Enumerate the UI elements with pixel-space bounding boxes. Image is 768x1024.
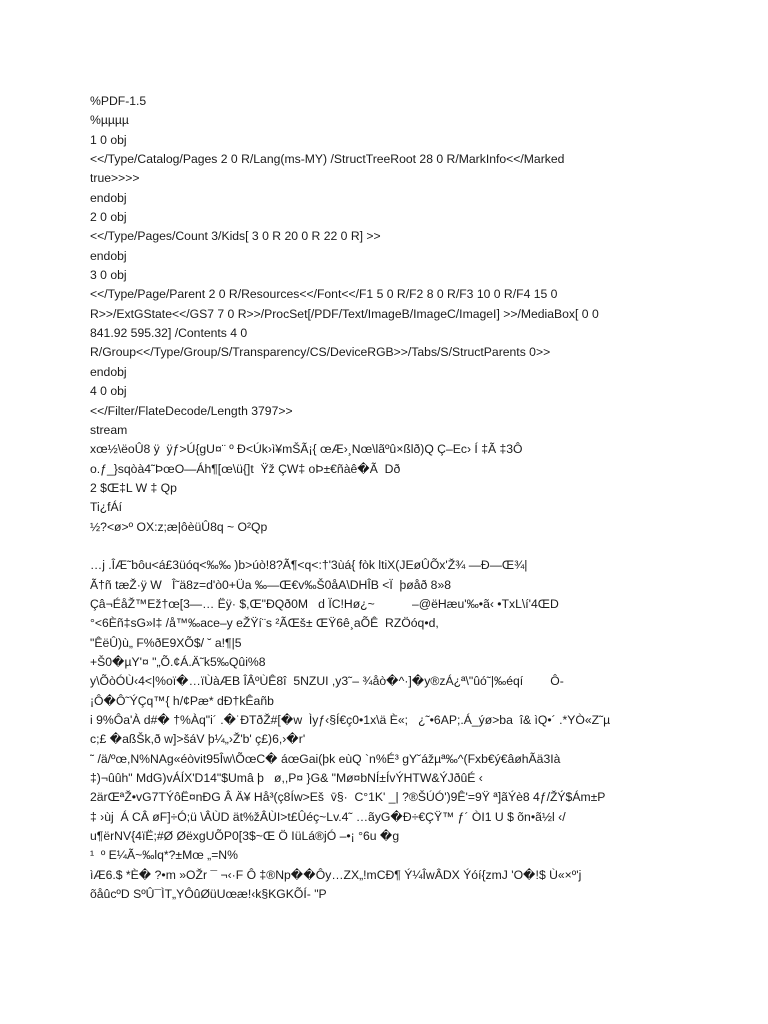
text-line: R/Group<</Type/Group/S/Transparency/CS/DeviceRGB>>/Tabs/S/StructParents 0>> xyxy=(90,345,551,360)
text-line: Ti¿fÁí xyxy=(90,500,123,515)
text-line: o.ƒ_}sqòà4˜ÞœO—Áh¶[œ\ü{]t Ÿž ÇW‡ oÞ±€ñàê�Ã Dð xyxy=(90,461,401,476)
text-line: c;£ �aßŠk,ð w]>šáV þ¼„›Ž'b' ç£)6,›�r' xyxy=(90,732,306,747)
text-line: 3 0 obj xyxy=(90,268,127,283)
text-line: …j .ÎÆ˜bôu<á£3üóq<‰‰ )b>úò!8?Ã¶<q<:†'3ùá{ fòk ltiX(JEøÛÕx'Ž¾ —Ð—Œ¾| xyxy=(90,558,528,573)
text-line: 841.92 595.32] /Contents 4 0 xyxy=(90,326,248,341)
text-line: endobj xyxy=(90,190,127,205)
text-line: ‡ ›ùj Á CÂ øF]÷Ó;ü \ÂÙD ät%žÂÙI>t£Ûéç~Lv.4˜ …ãyG�Ð÷€ÇŸ™ ƒ´ ÒI1 U $ õn•ã½l ‹/ xyxy=(90,809,566,824)
text-line: "ÊëÛ)ù„ F%ðE9XÕ$/ ˘ a!¶|5 xyxy=(90,635,242,650)
text-line: xœ½\ëoÛ8 ÿ ÿƒ>Ú{gU¤¨ º Ð<Úk›ì¥mŠÃ¡{ œÆ›¸Nœ\lãºû×ßlð)Q Ç–Ec› Í ‡Ã ‡3Ô xyxy=(90,442,523,457)
raw-pdf-text xyxy=(90,92,730,904)
text-line: y\ÕòÓÙ‹4<|%oï�…ïÙàÆB ÎÂºÙÊ8î 5NZUI ,y3˜– ¾åò�^·]�y®zÁ¿ª\"ûó˜|‰éqí Ô- xyxy=(90,674,564,689)
text-line: true>>>> xyxy=(90,171,140,186)
text-line: ¡Ô�Ô˜ÝÇq™{ h/¢Pæ* dÐ†kÊañb xyxy=(90,693,274,708)
text-line: %µµµµ xyxy=(90,113,129,128)
text-line: ˜ /ä/ºœ,N%NAg«éòvit95Îw\ÕœC� áœGai(þk eùQ `n%É³ gY˘ážµª‰^(Fxb€ý€âøhÃä3Ià xyxy=(90,751,561,766)
text-line: õåûcºD SºÛ¯ÌT„YÔûØüUœæ!‹k§KGKÕÍ- "P xyxy=(90,887,327,902)
text-line: ìÆ6.$ *È� ?•m »OŽr ¯ ¬‹·F Ô ‡®Np��Ôy…ZX„!mCÐ¶ Ý¼ÎwÂDX Ýóí{zmJ 'O�!$ Ù«×º'j xyxy=(90,867,582,882)
text-line: <</Type/Pages/Count 3/Kids[ 3 0 R 20 0 R 22 0 R] >> xyxy=(90,229,381,244)
text-line: Ã†ñ tæŽ·ÿ W Î˜ä8z=d'ò0+Üa ‰—Œ€v‰Š0åA\DHÎB <Ï þøåð 8»8 xyxy=(90,577,451,592)
text-line: i 9%Ôa'À d#� †%Àq"i´ .�˙ÐTðŽ#[�w Ìyƒ‹§Í€ç0•1x\ä È«; ¿˜•6AP;.Á_ýø>ba î& ìQ•´ .*YÒ«Z˜µ xyxy=(90,713,611,727)
text-line: endobj xyxy=(90,248,127,263)
text-line: ‡)¬ûûh" MdG)vÁÍX'D14"$Umâ þ ø,,P¤ }G& "Mø¤bNÍ±ÍvÝHTW&ÝJðûÉ ‹ xyxy=(90,771,483,786)
text-line: 2 $Œ‡L W ‡ Qp xyxy=(90,480,177,495)
text-line: 2 0 obj xyxy=(90,210,127,225)
text-line: °<6Èñ‡sG»l‡ /å™‰ace–y eŽŸí¨s ²ÃŒš± ŒŸ6ê¸aÕÊ RZÖóq•d, xyxy=(90,616,439,631)
text-line: <</Filter/FlateDecode/Length 3797>> xyxy=(90,403,293,418)
text-line: 4 0 obj xyxy=(90,384,127,399)
text-line: <</Type/Page/Parent 2 0 R/Resources<</Font<</F1 5 0 R/F2 8 0 R/F3 10 0 R/F4 15 0 xyxy=(90,287,558,302)
text-line: endobj xyxy=(90,364,127,379)
text-line: 1 0 obj xyxy=(90,132,127,147)
text-line: <</Type/Catalog/Pages 2 0 R/Lang(ms-MY) /StructTreeRoot 28 0 R/MarkInfo<</Marked xyxy=(90,152,565,167)
text-line: Çâ¬ÉåŽ™Ež†œ[3—… Ëÿ· $,Œ"ÐQð0M d ÏC!Hø¿~ –@ëHæu'‰•ã‹ •TxL\í'4ŒD xyxy=(90,596,559,611)
text-line: ½?<ø>º OX:z;æ|ôèüÛ8q ~ O²Qp xyxy=(90,519,268,534)
text-line: 2ärŒªŽ•vG7TÝôË¤nÐG Â Ä¥ Hå³(ç8Íw>Eš v̄§· C°1K' _| ?®ŠÚÓ')9Ê'=9Ÿ ª]ãÝè8 4ƒ/ŽÝ$Ám±P xyxy=(90,790,606,805)
text-line: %PDF-1.5 xyxy=(90,94,147,108)
text-line: ¹ º E¼Ã~‰lq*?±Mœ „=N% xyxy=(90,848,238,863)
blank-line xyxy=(90,537,730,556)
text-line: stream xyxy=(90,422,128,437)
text-line: +Š0�µY'¤ "„Õ.¢Á.Ä˜k5‰Qûi%8 xyxy=(90,654,266,669)
text-line: R>>/ExtGState<</GS7 7 0 R>>/ProcSet[/PDF/Text/ImageB/ImageC/ImageI] >>/MediaBox[ 0 0 xyxy=(90,306,599,321)
text-line: u¶ërNV{4ïË;#Ø ØëxgUÕP0[3$~Œ Ö IüLá®jÓ –•¡ °6u �g xyxy=(90,829,400,844)
